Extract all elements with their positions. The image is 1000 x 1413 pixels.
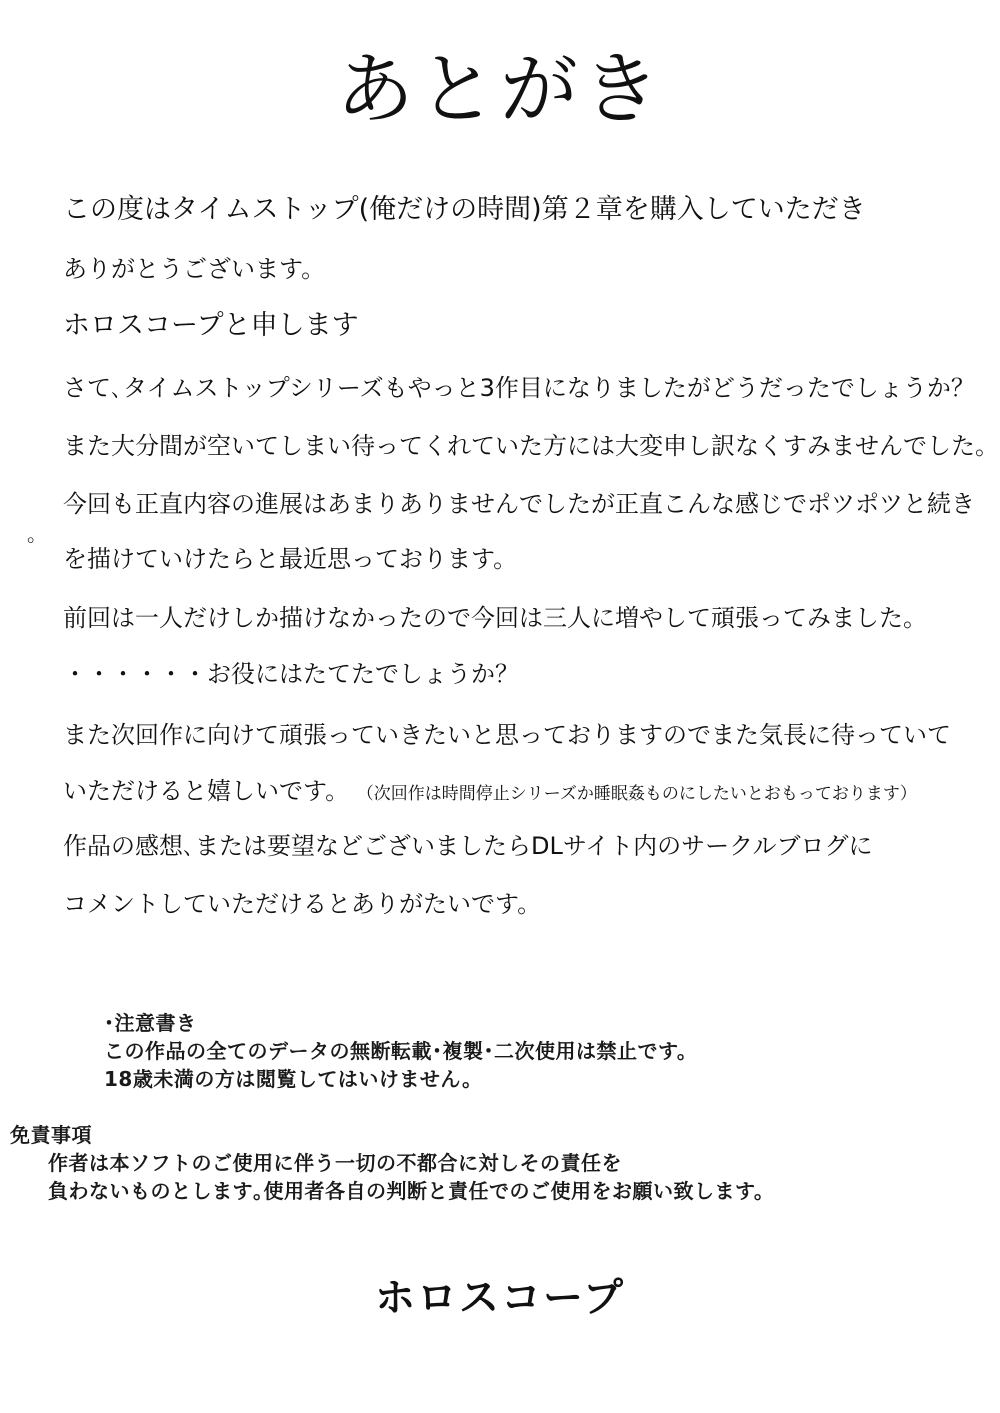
page-title: あとがき (335, 45, 664, 135)
body-line: ありがとうございます。 (63, 255, 326, 283)
body-line-with-note (63, 774, 917, 811)
body-line: 今回も正直内容の進展はあまりありませんでしたが正直こんな感じでポツポツと続き (63, 490, 975, 518)
body-line: 作品の感想､または要望などございましたらDLサイト内のサークルブログに (63, 832, 873, 860)
body-line: さて､タイムストップシリーズもやっと3作目になりましたがどうだったでしょうか？ (63, 374, 975, 402)
body-line: ホロスコープと申します (63, 310, 359, 341)
disclaimer-heading: 免責事項 (10, 1123, 92, 1147)
body-line: を描けていけたらと最近思っております。 (63, 545, 518, 573)
disclaimer-line: 負わないものとします｡使用者各自の判断と責任でのご使用をお願い致します。 (48, 1179, 775, 1203)
notice-line: この作品の全てのデータの無断転載･複製･二次使用は禁止です。 (104, 1039, 698, 1063)
body-line: コメントしていただけるとありがたいです。 (63, 890, 542, 918)
parenthetical-note: （次回作は時間停止シリーズか睡眠姦ものにしたいとおもっております） (356, 784, 917, 804)
body-line: この度はタイムストップ(俺だけの時間)第２章を購入していただき (63, 194, 866, 225)
body-line: また次回作に向けて頑張っていきたいと思っておりますのでまた気長に待っていて (63, 721, 951, 749)
body-line-main: いただけると嬉しいです。 (63, 777, 350, 805)
notice-heading: ･注意書き (104, 1011, 197, 1035)
notice-line: 18歳未満の方は閲覧してはいけません。 (104, 1067, 483, 1091)
author-signature: ホロスコープ (375, 1275, 625, 1321)
body-line: ・・・・・・お役にはたてたでしょうか？ (63, 660, 519, 688)
body-line: また大分間が空いてしまい待ってくれていた方には大変申し訳なくすみませんでした。 (63, 432, 999, 460)
disclaimer-line: 作者は本ソフトのご使用に伴う一切の不都合に対しその責任を (48, 1151, 622, 1175)
stray-punctuation: 。 (27, 522, 47, 546)
body-line: 前回は一人だけしか描けなかったので今回は三人に増やして頑張ってみました。 (63, 604, 927, 632)
